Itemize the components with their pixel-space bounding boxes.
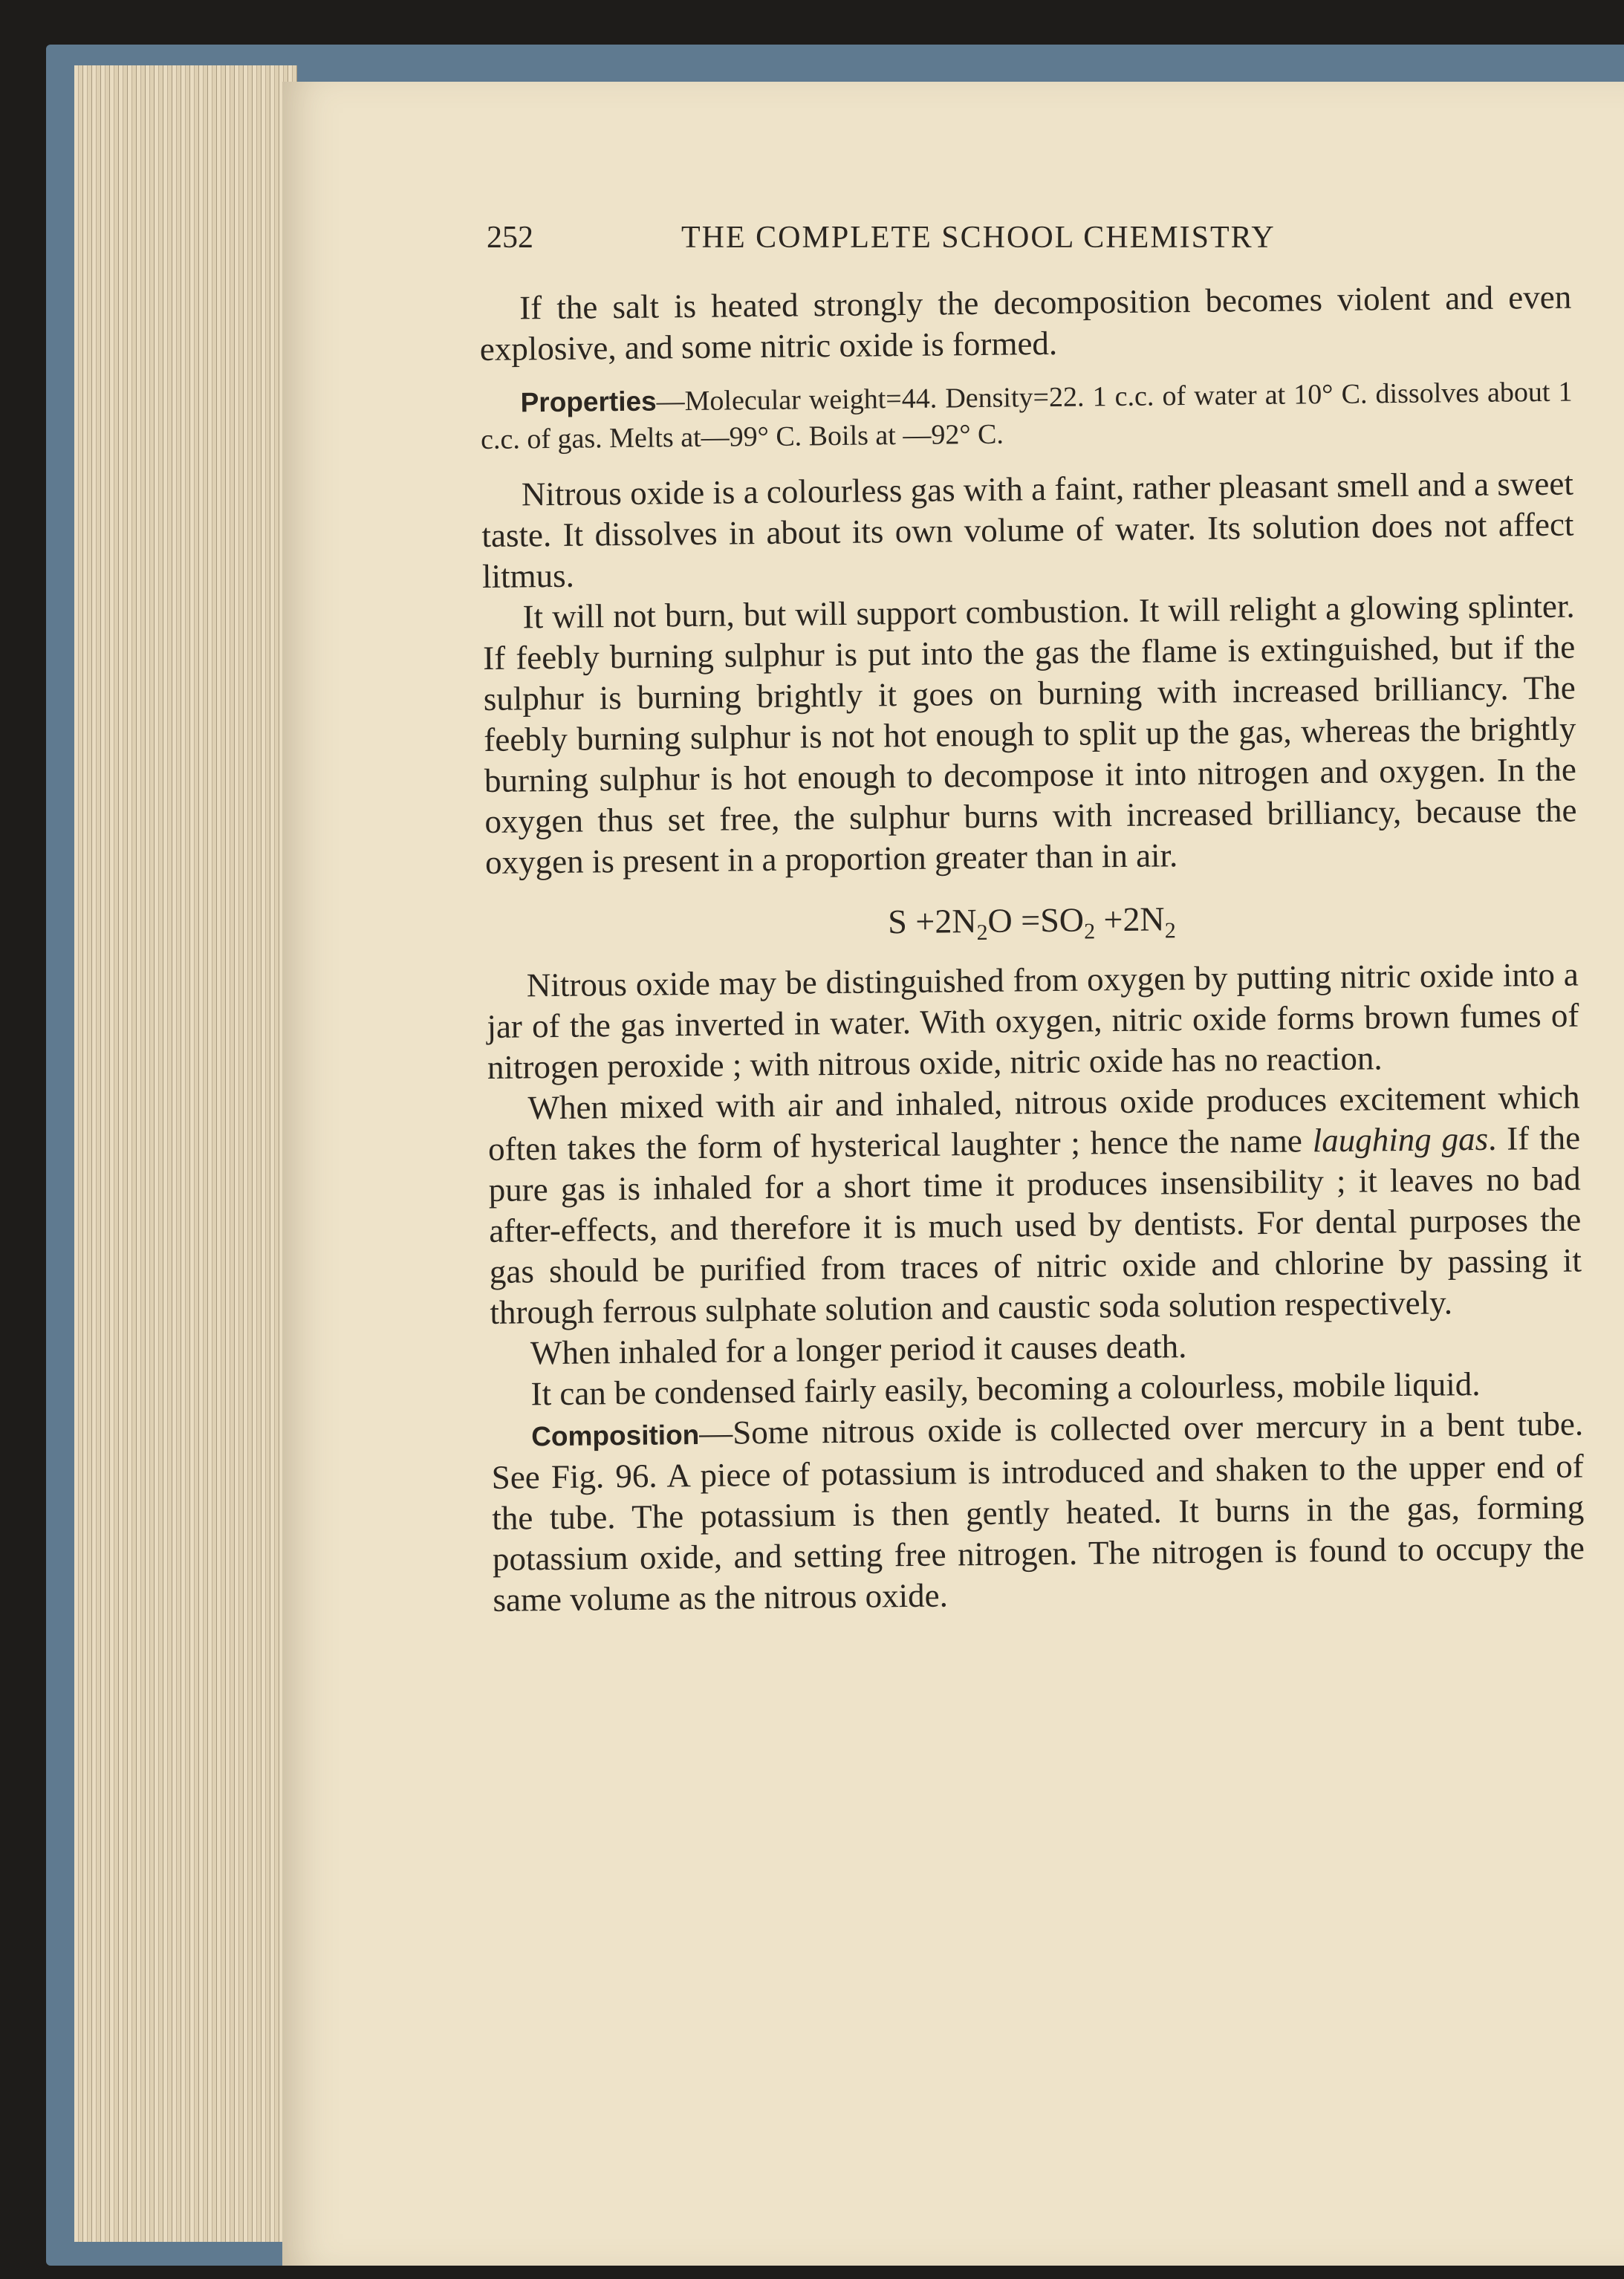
page-number: 252 <box>487 221 533 255</box>
laughing-gas-text-a: When mixed with air and inhaled, nitrous oxide produces excitement which often takes the form of hysterical laughter ; hence the name <box>487 1078 1580 1168</box>
properties-heading: Properties <box>520 386 657 418</box>
chemical-equation <box>486 894 1578 946</box>
equation-part: S +2N <box>887 902 977 941</box>
properties-text: —Molecular weight=44. Density=22. 1 c.c. of water at 10° C. dissolves about 1 c.c. of gas. Melts at—99° C. Boils at —92° C. <box>480 376 1573 455</box>
page-header <box>487 220 1616 264</box>
laughing-gas-text-b: . If the pure gas is inhaled for a short time it produces insensibility ; it leaves no bad after-effects, and therefore it is much used by dentists. For dental purposes the gas should be purified from traces of nitric oxide and chlorine by passing it through ferrous sulphate solution and caustic soda solution respectively. <box>488 1119 1582 1331</box>
paragraph-description: Nitrous oxide is a colourless gas with a faint, rather pleasant smell and a sweet taste. It dissolves in about its own volume of water. Its solution does not affect litmus. <box>481 464 1574 595</box>
paragraph-decomposition: If the salt is heated strongly the decomposition becomes violent and even explosive, and some nitric oxide is formed. <box>479 278 1572 368</box>
paragraph-condensed: It can be condensed fairly easily, becoming a colourless, mobile liquid. <box>530 1365 1481 1413</box>
properties-paragraph <box>480 374 1573 458</box>
equation-part: +2N <box>1094 900 1165 939</box>
paragraph-laughing-gas <box>487 1077 1582 1333</box>
equation-part: O =SO <box>987 900 1085 940</box>
composition-heading: Composition <box>530 1419 700 1452</box>
laughing-gas-term: laughing gas <box>1312 1119 1489 1160</box>
composition-paragraph <box>491 1404 1585 1621</box>
composition-text: —Some nitrous oxide is collected over mercury in a bent tube. See Fig. 96. A piece of potassium is introduced and shaken to the upper end of the tube. The potassium is then gently heated. It burns in the gas, forming potassium oxide, and setting free nitrogen. The nitrogen is found to occupy the same volume as the nitrous oxide. <box>491 1405 1585 1619</box>
paragraph-combustion: It will not burn, but will support combustion. It will relight a glowing splinter. If feebly burning sulphur is put into the gas the flame is extinguished, but if the sulphur is burning brightly it goes on burning with increased brilliancy. The feebly burning sulphur is not hot enough to split up the gas, whereas the brightly burning sulphur is hot enough to decompose it into nitrogen and oxygen. In the oxygen thus set free, the sulphur burns with increased brilliancy, because the oxygen is present in a proportion greater than in air. <box>482 587 1577 881</box>
paragraph-distinguish: Nitrous oxide may be distinguished from oxygen by putting nitric oxide into a jar of the gas inverted in water. With oxygen, nitric oxide forms brown fumes of nitrogen peroxide ; with nitrous oxide, nitric oxide has no reaction. <box>487 955 1579 1086</box>
running-head: THE COMPLETE SCHOOL CHEMISTRY <box>681 221 1276 255</box>
equation-subscript: 2 <box>1164 918 1176 943</box>
page-body <box>479 277 1585 1621</box>
equation-subscript: 2 <box>976 920 988 946</box>
paragraph-death: When inhaled for a longer period it causes death. <box>530 1327 1187 1372</box>
equation-subscript: 2 <box>1083 919 1096 944</box>
page-edges <box>74 65 297 2242</box>
